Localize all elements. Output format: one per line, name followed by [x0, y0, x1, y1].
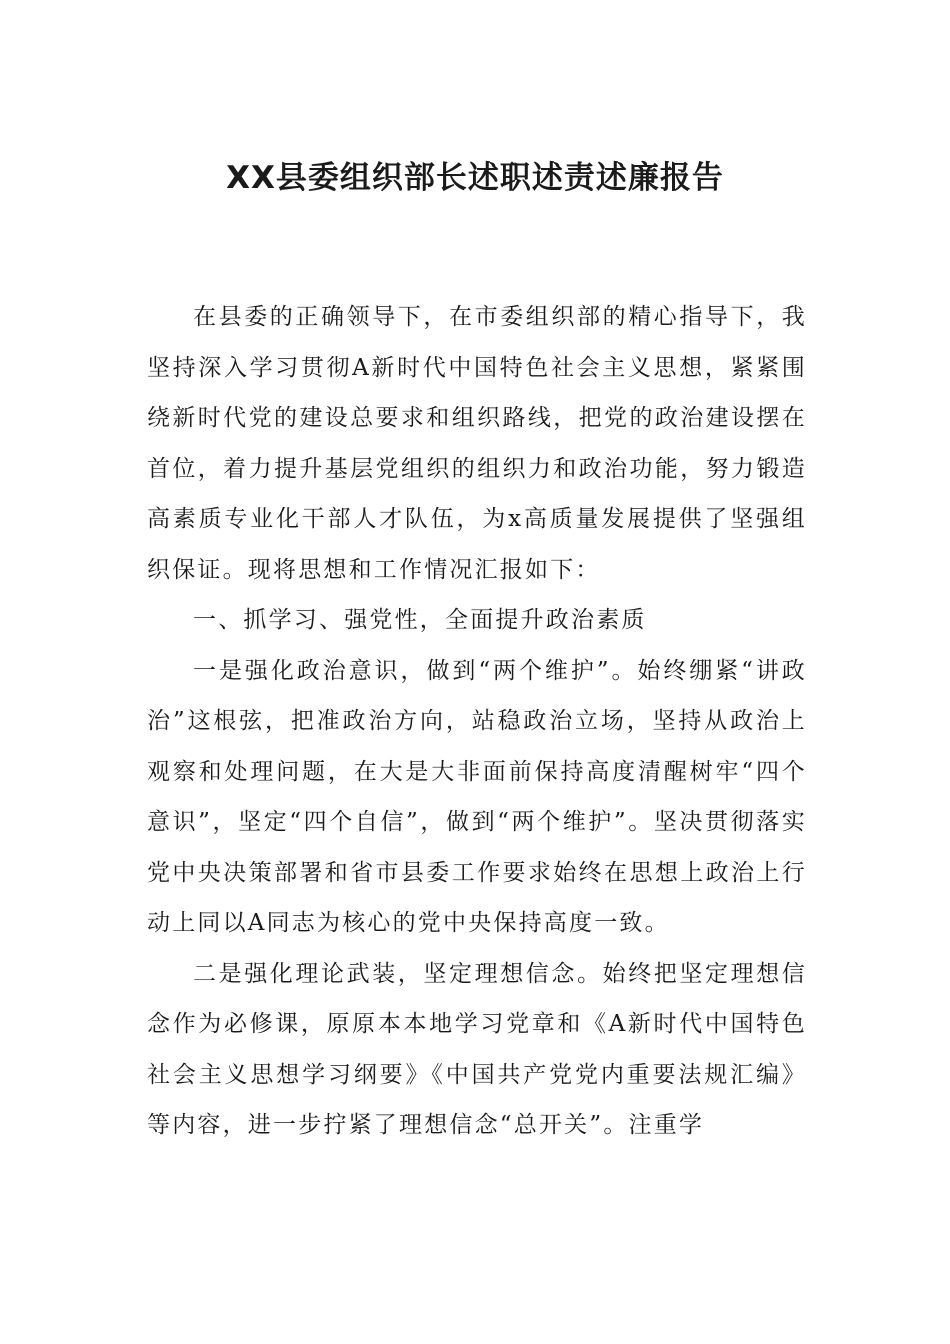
- intro-paragraph: 在县委的正确领导下，在市委组织部的精心指导下，我坚持深入学习贯彻A新时代中国特色社会主义思想，紧紧围绕新时代党的建设总要求和组织路线，把党的政治建设摆在首位，着力提升基层党组织的组织力和政治功能，努力锻造高素质专业化干部人才队伍，为x高质量发展提供了坚强组织保证。现将思想和工作情况汇报如下：: [147, 304, 807, 583]
- paragraph-theory-study: 二是强化理论武装，坚定理想信念。始终把坚定理想信念作为必修课，原原本本地学习党章和《A新时代中国特色社会主义思想学习纲要》《中国共产党党内重要法规汇编》等内容，进一步拧紧了理想信念“总开关”。注重学: [147, 960, 807, 1138]
- document-title: XX县委组织部长述职述责述廉报告: [226, 160, 724, 196]
- section-heading: 一、抓学习、强党性，全面提升政治素质: [193, 607, 647, 633]
- document-body: [147, 292, 807, 1151]
- paragraph-political-awareness: 一是强化政治意识，做到“两个维护”。始终绷紧“讲政治”这根弦，把准政治方向，站稳政治立场，坚持从政治上观察和处理问题，在大是大非面前保持高度清醒树牢“四个意识”，坚定“四个自信”，做到“两个维护”。坚决贯彻落实党中央决策部署和省市县委工作要求始终在思想上政治上行动上同以A同志为核心的党中央保持高度一致。: [147, 657, 807, 936]
